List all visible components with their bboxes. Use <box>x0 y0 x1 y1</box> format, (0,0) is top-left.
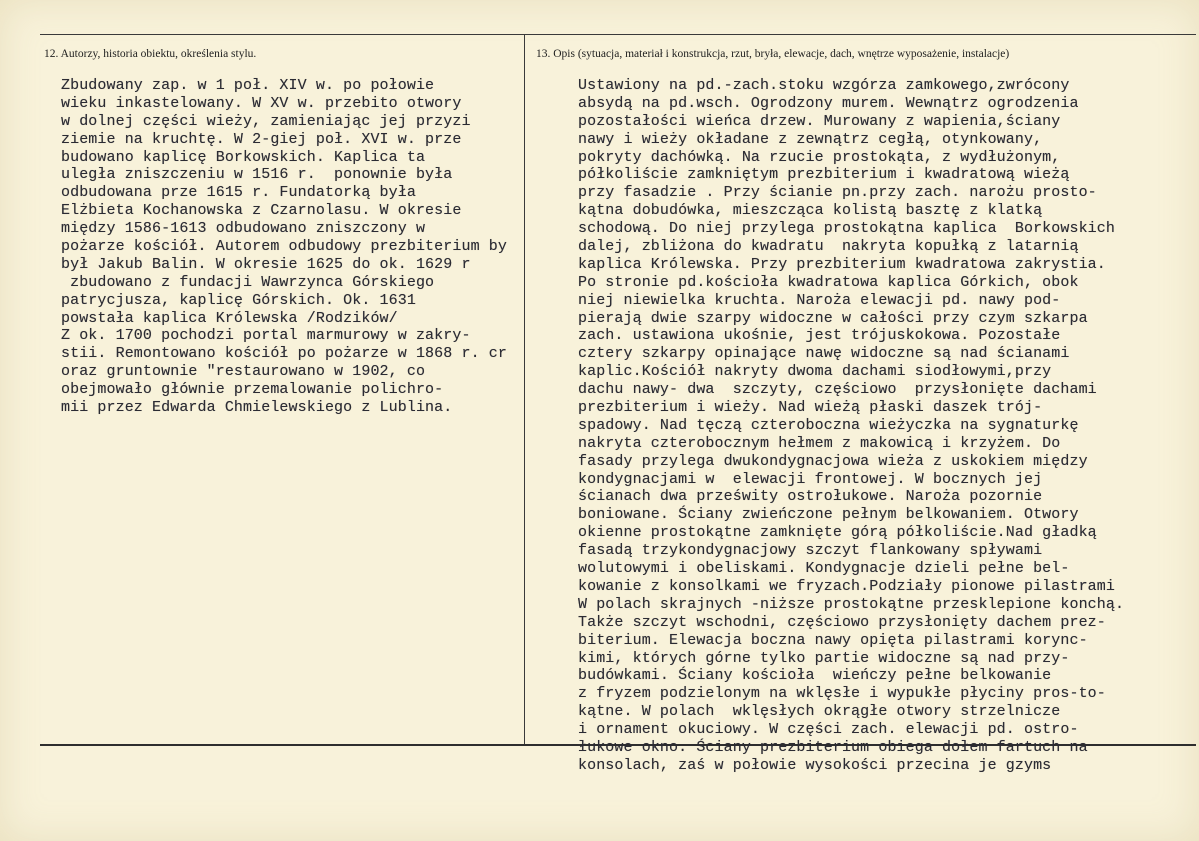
description-text-line: fasady przylega dwukondygnacjowa wieża z uskokiem między <box>578 452 1088 470</box>
history-text-line: odbudowana prze 1615 r. Fundatorką była <box>61 184 416 202</box>
history-text-line: był Jakub Balin. W okresie 1625 do ok. 1629 r <box>61 255 471 273</box>
history-text-line: w dolnej części wieży, zamieniając jej przyzi <box>61 112 471 130</box>
description-text-column <box>578 77 1198 775</box>
description-text-line: kaplic.Kościół nakryty dwoma dachami siodłowymi,przy <box>578 363 1052 381</box>
description-text-line: pokryty dachówką. Na rzucie prostokąta, z wydłużonym, <box>578 148 1061 166</box>
description-text-line: dachu nawy- dwa szczyty, częściowo przysłonięte dachami <box>578 381 1097 399</box>
description-text-line: kątna dobudówka, mieszcząca kolistą basztę z klatką <box>578 202 1043 220</box>
history-text-line: budowano kaplicę Borkowskich. Kaplica ta <box>61 148 426 166</box>
description-text-line: i ornament okuciowy. W części zach. elewacji pd. ostro- <box>578 721 1079 739</box>
description-text-line: fasadą trzykondygnacjowy szczyt flankowany spływami <box>578 542 1043 560</box>
description-text-line: nawy i wieży okładane z zewnątrz cegłą, otynkowany, <box>578 130 1043 148</box>
history-text-line: Zbudowany zap. w 1 poł. XIV w. po połowie <box>61 77 435 94</box>
description-text-line: schodową. Do niej przylega prostokątna kaplica Borkowskich <box>578 220 1115 238</box>
description-text-line: łukowe okno. Ściany prezbiterium obiega dołem fartuch na <box>578 738 1088 756</box>
description-text-line: kondygnacjami w elewacji frontowej. W bocznych jej <box>578 470 1043 488</box>
history-text-line: patrycjusza, kaplicę Górskich. Ok. 1631 <box>61 291 416 309</box>
description-text-line: budówkami. Ściany kościoła wieńczy pełne belkowanie <box>578 667 1052 685</box>
description-text-line: Po stronie pd.kościoła kwadratowa kaplica Górkich, obok <box>578 273 1079 291</box>
history-text-line: oraz gruntownie "restaurowano w 1902, co <box>61 363 426 381</box>
description-text-line: boniowane. Ściany zwieńczone pełnym belkowaniem. Otwory <box>578 506 1079 524</box>
description-text-line: konsolach, zaś w połowie wysokości przecina je gzyms <box>578 756 1052 774</box>
description-text-line: kowanie z konsolkami we fryzach.Podziały pionowe pilastrami <box>578 577 1115 595</box>
description-text-line: biterium. Elewacja boczna nawy opięta pilastrami korync- <box>578 631 1088 649</box>
description-text-line: nakryta czterobocznym hełmem z makowicą i krzyżem. Do <box>578 434 1061 452</box>
description-text-line: kaplica Królewska. Przy prezbiterium kwadratowa zakrystia. <box>578 255 1106 273</box>
description-text-line: Także szczyt wschodni, częściowo przysłonięty dachem prez- <box>578 613 1106 631</box>
history-text-line: uległa zniszczeniu w 1516 r. ponownie była <box>61 166 453 184</box>
history-text-line: wieku inkastelowany. W XV w. przebito otwory <box>61 94 462 112</box>
description-text-line: prezbiterium i wieży. Nad wieżą płaski daszek trój- <box>578 399 1043 417</box>
description-text-line: W polach skrajnych -niższe prostokątne przesklepione konchą. <box>578 595 1125 613</box>
section-12-heading: 12. Autorzy, historia obiektu, określenia stylu. <box>44 48 257 60</box>
description-text-line: ścianach dwa prześwity ostrołukowe. Naroża pozornie <box>578 488 1043 506</box>
history-text-line: powstała kaplica Królewska /Rodzików/ <box>61 309 398 327</box>
description-text-line: kimi, których górne tylko partie widoczne są nad przy- <box>578 649 1070 667</box>
history-text-line: stii. Remontowano kościół po pożarze w 1868 r. cr <box>61 345 507 363</box>
description-text-line: wolutowymi i obeliskami. Kondygnacje dzieli pełne bel- <box>578 560 1070 578</box>
description-text-line: z fryzem podzielonym na wklęsłe i wypukłe płyciny pros-to- <box>578 685 1106 703</box>
description-text-line: dalej, zbliżona do kwadratu nakryta kopułką z latarnią <box>578 238 1079 256</box>
history-text-line: obejmowało głównie przemalowanie polichro- <box>61 381 444 399</box>
description-text-line: zach. ustawiona ukośnie, jest trójuskokowa. Pozostałe <box>578 327 1061 345</box>
description-text-line: okienne prostokątne zamknięte górą półkoliście.Nad gładką <box>578 524 1097 542</box>
top-rule <box>40 34 1196 35</box>
section-13-heading: 13. Opis (sytuacja, materiał i konstrukcja, rzut, bryła, elewacje, dach, wnętrze wyposażenie, instalacje) <box>536 48 1010 60</box>
description-text-line: kątne. W polach wklęsłych okrągłe otwory strzelnicze <box>578 703 1061 721</box>
history-text-line: Elżbieta Kochanowska z Czarnolasu. W okresie <box>61 202 462 220</box>
description-text-line: półkoliście zamkniętym prezbiterium i kwadratową wieżą <box>578 166 1070 184</box>
description-text-line: przy fasadzie . Przy ścianie pn.przy zach. narożu prosto- <box>578 184 1097 202</box>
description-text-line: pozostałości wieńca drzew. Murowany z wapienia,ściany <box>578 112 1061 130</box>
history-text-column <box>61 77 531 417</box>
description-text-line: absydą na pd.wsch. Ogrodzony murem. Wewnątrz ogrodzenia <box>578 94 1079 112</box>
history-text-line: zbudowano z fundacji Wawrzynca Górskiego <box>61 273 435 291</box>
history-text-line: pożarze kościół. Autorem odbudowy prezbiterium by <box>61 238 507 256</box>
description-text-line: spadowy. Nad tęczą czteroboczna wieżyczka na sygnaturkę <box>578 416 1079 434</box>
history-text-line: Z ok. 1700 pochodzi portal marmurowy w zakry- <box>61 327 471 345</box>
description-text-line: cztery szkarpy opinające nawę widoczne są nad ścianami <box>578 345 1070 363</box>
history-text-line: ziemie na kruchtę. W 2-giej poł. XVI w. prze <box>61 130 462 148</box>
history-text-line: między 1586-1613 odbudowano zniszczony w <box>61 220 426 238</box>
description-text-line: pierają dwie szarpy widoczne w całości przy czym szkarpa <box>578 309 1088 327</box>
description-text-line: Ustawiony na pd.-zach.stoku wzgórza zamkowego,zwrócony <box>578 77 1070 94</box>
description-text-line: niej niewielka kruchta. Naroża elewacji pd. nawy pod- <box>578 291 1061 309</box>
history-text-line: mii przez Edwarda Chmielewskiego z Lublina. <box>61 399 453 417</box>
